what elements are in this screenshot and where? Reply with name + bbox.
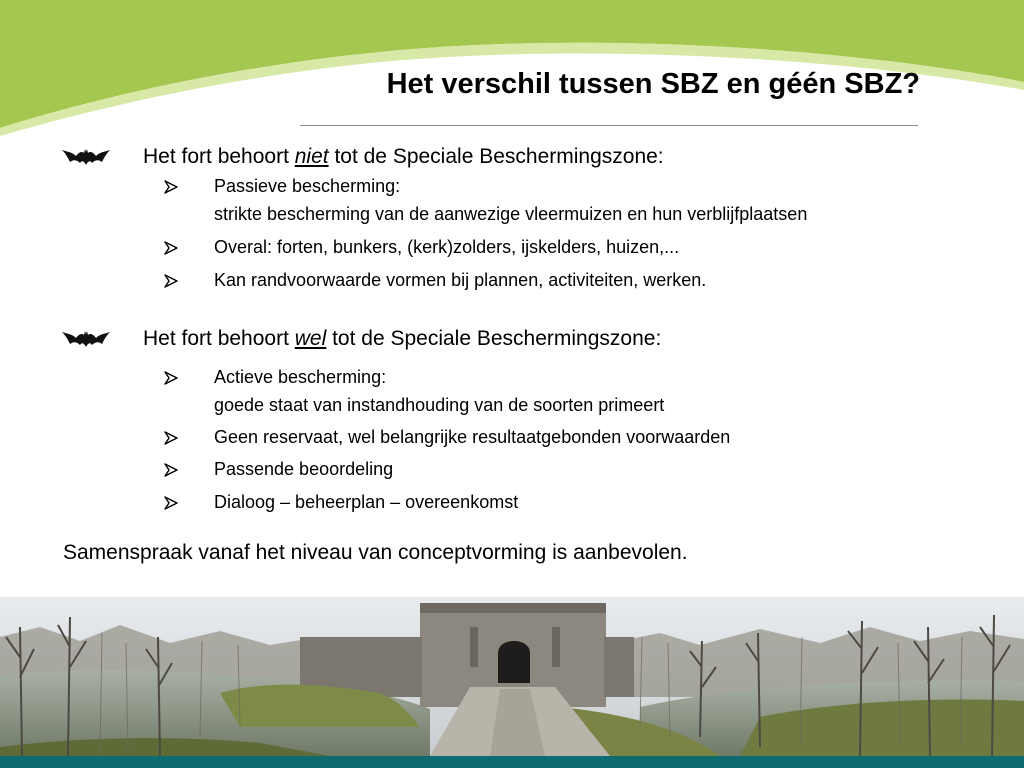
slide-title: Het verschil tussen SBZ en géén SBZ? (386, 68, 920, 100)
arrowhead-bullet-icon (164, 274, 178, 288)
arrowhead-bullet-icon (164, 496, 178, 510)
arrowhead-bullet-icon (164, 371, 178, 385)
list-item-text: Actieve bescherming: (214, 367, 387, 387)
bat-icon (62, 328, 110, 350)
section-heading (143, 145, 664, 169)
list-item-text: Passende beoordeling (214, 459, 394, 479)
fort-landscape-photo (0, 597, 1024, 756)
heading-text-before: Het fort behoort (143, 327, 295, 350)
list-item-subtext: goede staat van instandhouding van de soorten primeert (214, 395, 665, 415)
heading-text-after: tot de Speciale Beschermingszone: (328, 145, 664, 168)
list-item-subtext: strikte bescherming van de aanwezige vleermuizen en hun verblijfplaatsen (214, 204, 808, 224)
list-item-text: Dialoog – beheerplan – overeenkomst (214, 492, 519, 512)
list-item-text: Kan randvoorwaarde vormen bij plannen, activiteiten, werken. (214, 270, 707, 290)
footer-bar (0, 756, 1024, 768)
heading-emphasis: niet (294, 145, 329, 168)
arrowhead-bullet-icon (164, 431, 178, 445)
bat-icon (62, 146, 110, 168)
list-item-text: Passieve bescherming: (214, 176, 401, 196)
arrowhead-bullet-icon (164, 241, 178, 255)
arrowhead-bullet-icon (164, 463, 178, 477)
list-item-text: Overal: forten, bunkers, (kerk)zolders, ijskelders, huizen,... (214, 237, 680, 257)
section-heading (143, 327, 661, 351)
conclusion-text: Samenspraak vanaf het niveau van conceptvorming is aanbevolen. (63, 541, 688, 564)
heading-text-after: tot de Speciale Beschermingszone: (326, 327, 662, 350)
title-divider (300, 125, 918, 126)
list-item-text: Geen reservaat, wel belangrijke resultaatgebonden voorwaarden (214, 427, 731, 447)
heading-text-before: Het fort behoort (143, 145, 295, 168)
heading-emphasis: wel (294, 327, 327, 350)
arrowhead-bullet-icon (164, 180, 178, 194)
